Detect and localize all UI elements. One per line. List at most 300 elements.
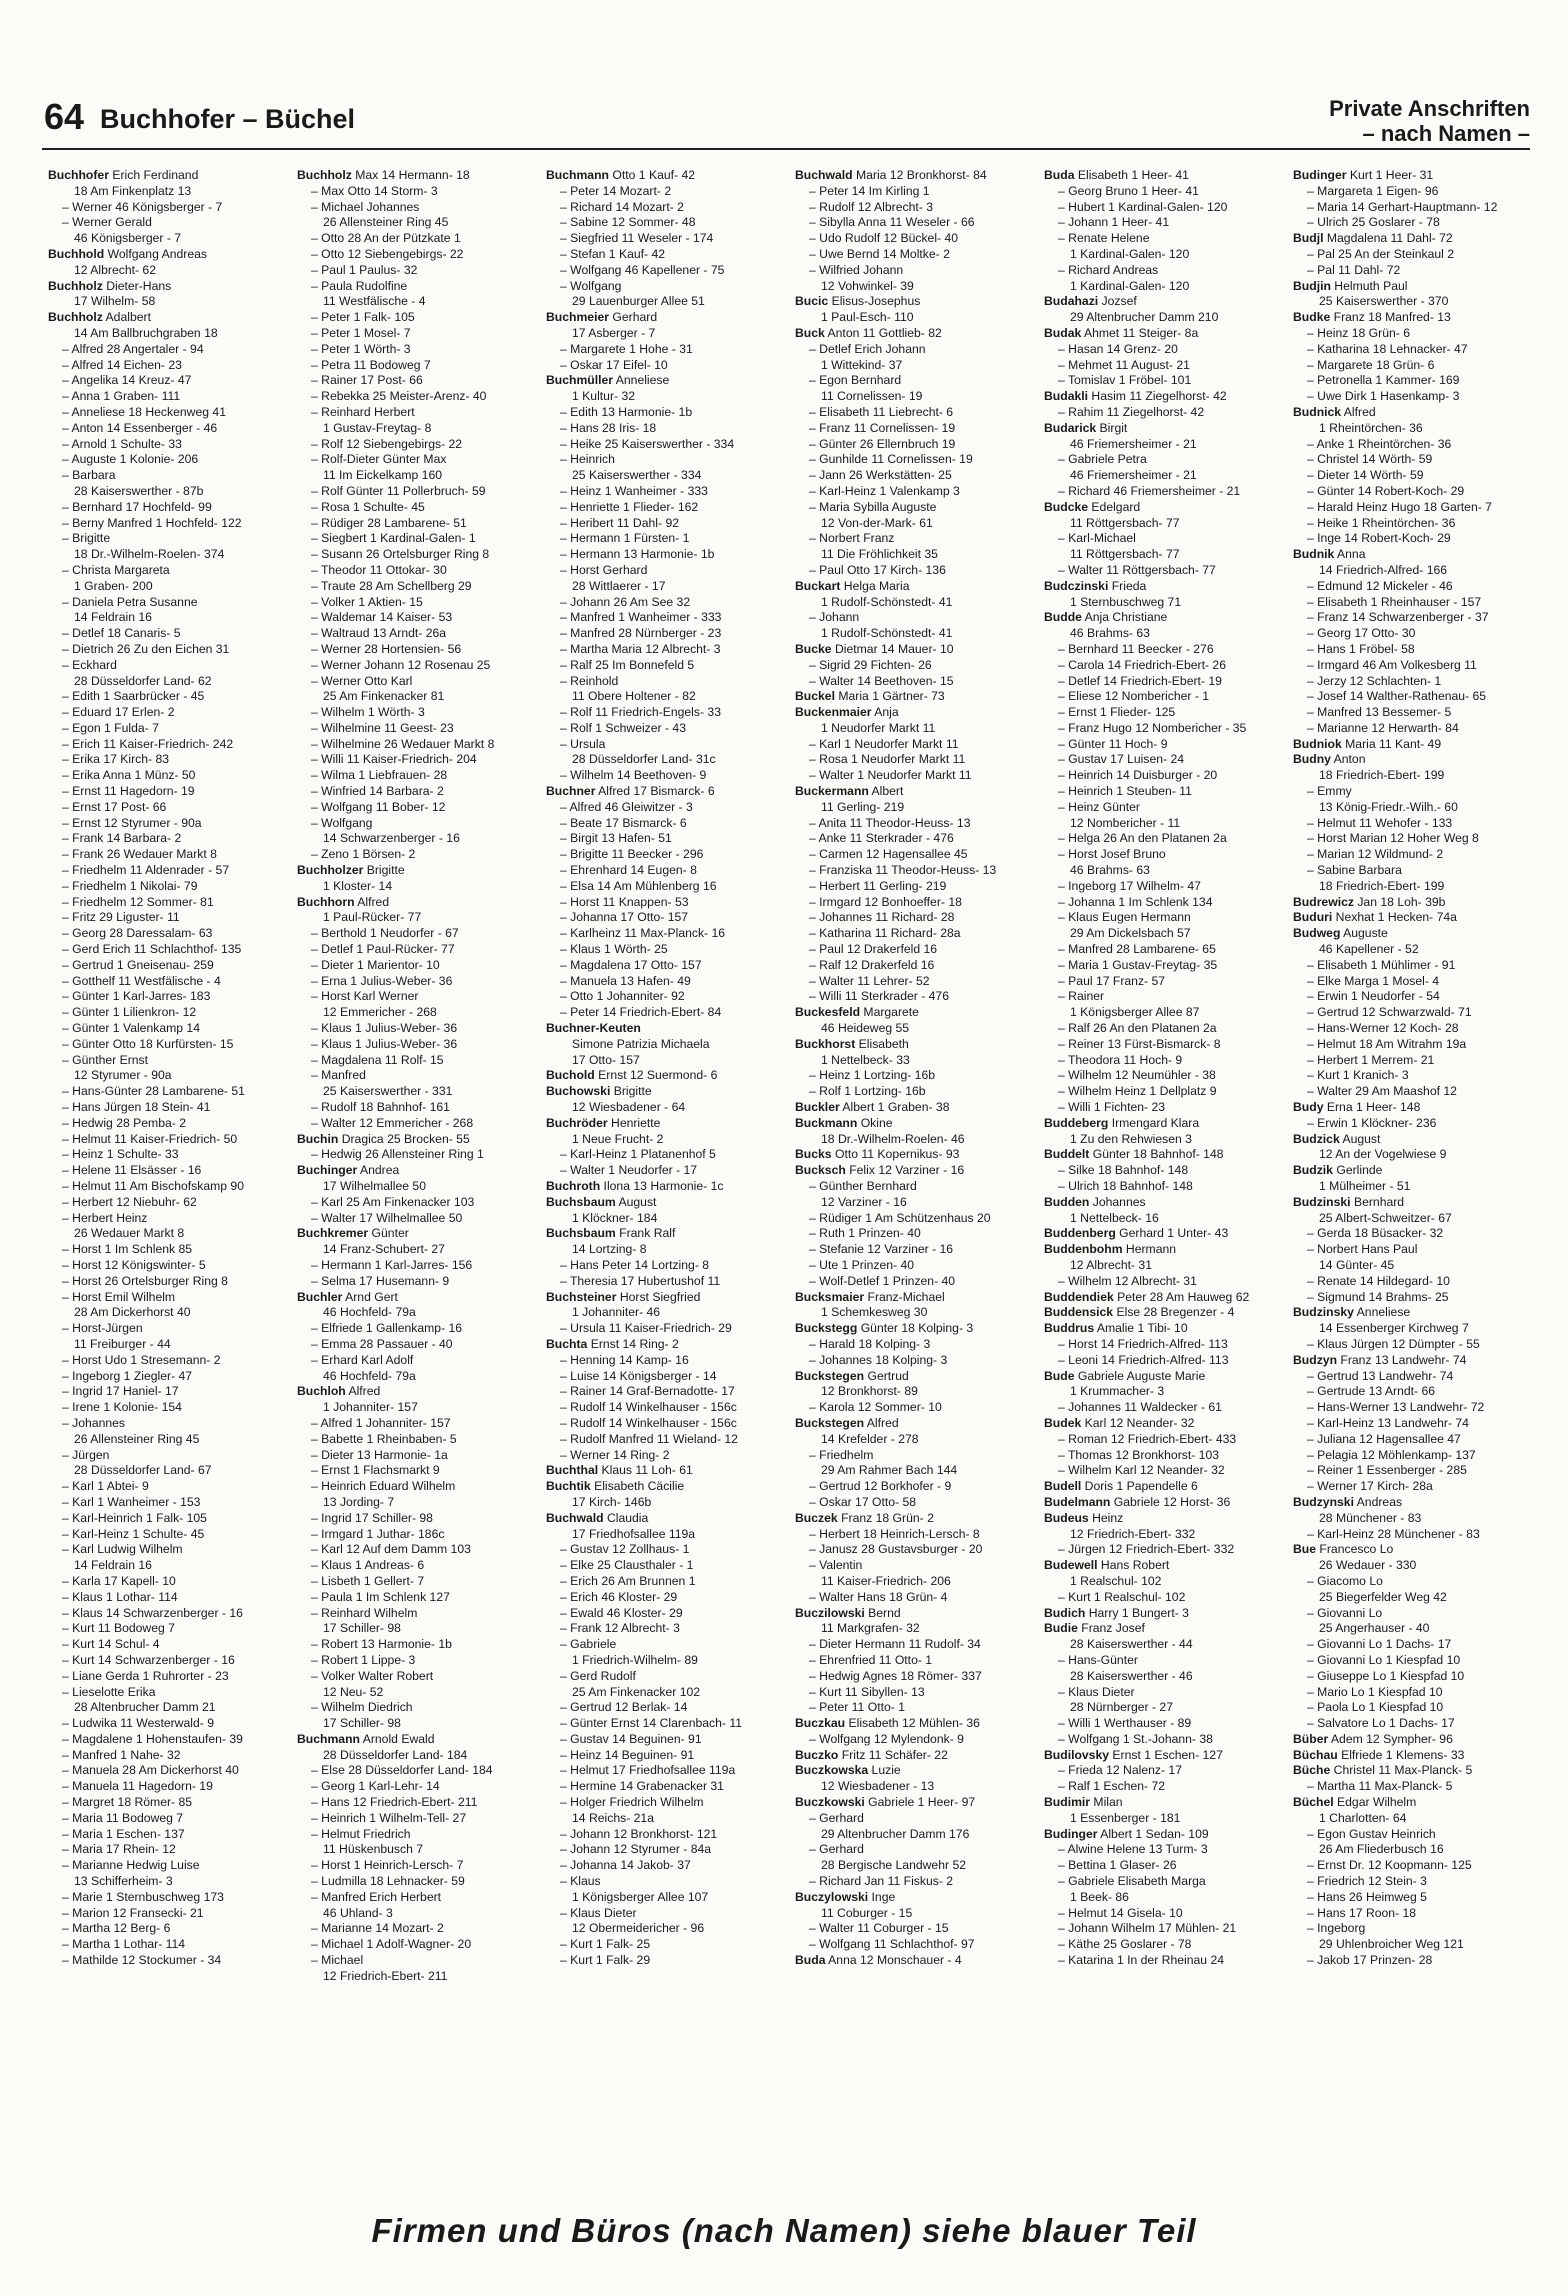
listing-address-line: 17 Friedhofsallee 119a xyxy=(572,1526,696,1541)
listing-entry: – Brigitte 11 Beecker - 296 xyxy=(560,847,704,862)
listing-entry: – Johann 12 Styrumer - 84a xyxy=(560,1842,712,1857)
listing-entry: – Eduard 17 Erlen- 2 xyxy=(62,705,175,720)
listing-entry: – Ernst 11 Hagedorn- 19 xyxy=(62,784,195,799)
listing-entry: – Petra 11 Bodoweg 7 xyxy=(311,357,431,372)
listing-entry: – Theodor 11 Ottokar- 30 xyxy=(311,562,447,577)
listing-entry: – Gabriele xyxy=(560,1637,617,1652)
listing-entry: – Klaus Dieter xyxy=(560,1905,637,1920)
listing-entry: – Dietrich 26 Zu den Eichen 31 xyxy=(62,641,230,656)
listing-entry: – Elisabeth 1 Rheinhauser - 157 xyxy=(1307,594,1482,609)
listing-entry: – Gustav 17 Luisen- 24 xyxy=(1058,752,1185,767)
listing-address-line: 1 Nettelbeck- 33 xyxy=(821,1052,910,1067)
listing-entry: – Erika 17 Kirch- 83 xyxy=(62,752,170,767)
listing-entry: – Inge 14 Robert-Koch- 29 xyxy=(1307,531,1451,546)
listing-entry: – Egon Gustav Heinrich xyxy=(1307,1826,1436,1841)
listing-surname-entry: Buchthal Klaus 11 Loh- 61 xyxy=(546,1463,693,1478)
listing-entry: – Gertrud 13 Landwehr- 74 xyxy=(1307,1368,1454,1383)
listing-entry: – Frank 14 Barbara- 2 xyxy=(62,831,182,846)
listing-entry: – Herbert 18 Heinrich-Lersch- 8 xyxy=(809,1526,980,1541)
listing-entry: – Maria 1 Eschen- 137 xyxy=(62,1826,185,1841)
listing-entry: – Holger Friedrich Wilhelm xyxy=(560,1795,704,1810)
listing-entry: – Rolf 11 Friedrich-Engels- 33 xyxy=(560,705,721,720)
listing-address-line: 28 Altenbrucher Damm 21 xyxy=(74,1700,216,1715)
listing-address-line: 17 Asberger - 7 xyxy=(572,325,656,340)
listing-surname-entry: Buda Elisabeth 1 Heer- 41 xyxy=(1044,168,1189,182)
listing-entry: – Eckhard xyxy=(62,657,117,672)
listing-surname-entry: Budeus Heinz xyxy=(1044,1510,1124,1525)
listing-entry: – Marianne 14 Mozart- 2 xyxy=(311,1921,444,1936)
listing-entry: – Salvatore Lo 1 Dachs- 17 xyxy=(1307,1716,1455,1731)
listing-entry: – Paul Otto 17 Kirch- 136 xyxy=(809,562,946,577)
listing-entry: – Kurt 11 Bodoweg 7 xyxy=(62,1621,175,1636)
listing-entry: – Hedwig 26 Allensteiner Ring 1 xyxy=(311,1147,484,1162)
listing-entry: – Reinhard Herbert xyxy=(311,404,415,419)
listing-address-line: 18 Am Finkenplatz 13 xyxy=(74,183,192,198)
listing-entry: – Hans Peter 14 Lortzing- 8 xyxy=(560,1257,710,1272)
listing-entry: – Renate 14 Hildegard- 10 xyxy=(1307,1273,1450,1288)
listing-entry: – Wilhelm 12 Neumühler - 38 xyxy=(1058,1068,1216,1083)
listing-entry: – Anneliese 18 Heckenweg 41 xyxy=(62,404,226,419)
listing-surname-entry: Buckart Helga Maria xyxy=(795,578,910,593)
listing-entry: – Erwin 1 Neudorfer - 54 xyxy=(1307,989,1440,1004)
listing-surname-entry: Buchold Ernst 12 Suermond- 6 xyxy=(546,1068,718,1083)
listing-entry: – Alfred 1 Johanniter- 157 xyxy=(311,1415,451,1430)
listing-entry: – Alfred 46 Gleiwitzer - 3 xyxy=(560,799,693,814)
listing-surname-entry: Budelmann Gabriele 12 Horst- 36 xyxy=(1044,1494,1231,1509)
listing-entry: – Rolf 12 Siebengebirgs- 22 xyxy=(311,436,463,451)
listing-surname-entry: Buchhorn Alfred xyxy=(297,894,390,909)
listing-address-line: 14 Lortzing- 8 xyxy=(572,1242,647,1257)
listing-surname-entry: Budimir Milan xyxy=(1044,1795,1123,1810)
listing-entry: – Erich 26 Am Brunnen 1 xyxy=(560,1573,696,1588)
listing-address-line: 1 Sternbuschweg 71 xyxy=(1070,594,1182,609)
listing-entry: – Margareta 1 Eigen- 96 xyxy=(1307,183,1439,198)
listing-entry: – Klaus 1 Lothar- 114 xyxy=(62,1589,178,1604)
listing-entry: – Edith 13 Harmonie- 1b xyxy=(560,404,693,419)
listing-surname-entry: Buchmann Arnold Ewald xyxy=(297,1731,435,1746)
listing-columns xyxy=(48,168,1538,2190)
listing-entry: – Wolfgang 11 Bober- 12 xyxy=(311,799,446,814)
listing-address-line: 25 Kaiserswerther - 331 xyxy=(323,1084,453,1099)
listing-entry: – Rüdiger 28 Lambarene- 51 xyxy=(311,515,467,530)
listing-surname-entry: Buchmann Otto 1 Kauf- 42 xyxy=(546,168,696,182)
listing-entry: – Christa Margareta xyxy=(62,562,170,577)
listing-entry: – Ingeborg 17 Wilhelm- 47 xyxy=(1058,878,1201,893)
listing-entry: – Rudolf Manfred 11 Wieland- 12 xyxy=(560,1431,738,1446)
listing-entry: – Wilhelm 12 Albrecht- 31 xyxy=(1058,1273,1197,1288)
listing-address-line: 1 Gustav-Freytag- 8 xyxy=(323,420,432,435)
listing-address-line: 1 Klöckner- 184 xyxy=(572,1210,658,1225)
listing-surname-entry: Büchau Elfriede 1 Klemens- 33 xyxy=(1293,1747,1465,1762)
listing-entry: – Gabriele Elisabeth Marga xyxy=(1058,1874,1206,1889)
listing-entry: – Kurt 1 Kranich- 3 xyxy=(1307,1068,1409,1083)
listing-entry: – Uwe Dirk 1 Hasenkamp- 3 xyxy=(1307,389,1460,404)
listing-surname-entry: Budy Erna 1 Heer- 148 xyxy=(1293,1100,1421,1115)
listing-address-line: 1 Mülheimer - 51 xyxy=(1319,1179,1411,1193)
listing-address-line: 1 Zu den Rehwiesen 3 xyxy=(1070,1131,1192,1146)
listing-surname-entry: Buda Anna 12 Monschauer - 4 xyxy=(795,1953,962,1968)
listing-entry: – Horst Marian 12 Hoher Weg 8 xyxy=(1307,831,1479,846)
listing-address-line: 1 Essenberger - 181 xyxy=(1070,1810,1181,1825)
listing-entry: – Elsa 14 Am Mühlenberg 16 xyxy=(560,878,717,893)
listing-entry: – Friedhelm xyxy=(809,1447,874,1462)
listing-entry: – Jürgen 12 Friedrich-Ebert- 332 xyxy=(1058,1542,1235,1557)
listing-entry: – Selma 17 Husemann- 9 xyxy=(311,1273,450,1288)
listing-address-line: 12 Nombericher - 11 xyxy=(1070,815,1181,830)
listing-entry: – Marie 1 Sternbuschweg 173 xyxy=(62,1889,224,1904)
listing-address-line: 46 Brahms- 63 xyxy=(1070,863,1150,878)
listing-address-line: 12 Friedrich-Ebert- 332 xyxy=(1070,1526,1196,1541)
listing-entry: – Gerd Rudolf xyxy=(560,1668,636,1683)
listing-entry: – Günter 26 Ellernbruch 19 xyxy=(809,436,956,451)
listing-entry: – Klaus 1 Andreas- 6 xyxy=(311,1558,425,1573)
listing-surname-entry: Budinger Kurt 1 Heer- 31 xyxy=(1293,168,1434,182)
listing-entry: – Heike 25 Kaiserswerther - 334 xyxy=(560,436,735,451)
listing-entry: – Hasan 14 Grenz- 20 xyxy=(1058,341,1178,356)
listing-address-line: 29 Am Rahmer Bach 144 xyxy=(821,1463,958,1478)
listing-surname-entry: Buddelt Günter 18 Bahnhof- 148 xyxy=(1044,1147,1224,1162)
listing-entry: – Christel 14 Wörth- 59 xyxy=(1307,452,1433,467)
listing-entry: – Margarete 18 Grün- 6 xyxy=(1307,357,1435,372)
listing-address-line: 14 Franz-Schubert- 27 xyxy=(323,1242,445,1257)
listing-entry: – Rudolf 18 Bahnhof- 161 xyxy=(311,1100,450,1115)
listing-entry: – Hans-Günter 28 Lambarene- 51 xyxy=(62,1084,245,1099)
listing-entry: – Heinz 1 Lortzing- 16b xyxy=(809,1068,936,1083)
listing-entry: – Gertrud 12 Schwarzwald- 71 xyxy=(1307,1005,1472,1020)
listing-entry: – Karl Ludwig Wilhelm xyxy=(62,1542,183,1557)
listing-entry: – Georg 17 Otto- 30 xyxy=(1307,626,1416,641)
listing-address-line: 18 Friedrich-Ebert- 199 xyxy=(1319,878,1445,893)
listing-entry: – Herbert 11 Gerling- 219 xyxy=(809,878,947,893)
section-heading xyxy=(1329,96,1530,146)
listing-surname-entry: Buckermann Albert xyxy=(795,784,904,799)
listing-entry: – Mehmet 11 August- 21 xyxy=(1058,357,1190,372)
listing-address-line: 1 Kloster- 14 xyxy=(323,878,393,893)
listing-entry: – Jakob 17 Prinzen- 28 xyxy=(1307,1953,1433,1968)
listing-address-line: 1 Krummacher- 3 xyxy=(1070,1384,1165,1399)
listing-surname-entry: Buckenmaier Anja xyxy=(795,705,899,720)
listing-surname-entry: Budjl Magdalena 11 Dahl- 72 xyxy=(1293,231,1453,246)
listing-entry: – Fritz 29 Liguster- 11 xyxy=(62,910,180,925)
listing-entry: – Walter 11 Röttgersbach- 77 xyxy=(1058,562,1216,577)
listing-surname-entry: Buchholzer Brigitte xyxy=(297,863,405,878)
listing-entry: – Horst-Jürgen xyxy=(62,1321,143,1336)
listing-entry: – Helmut 11 Kaiser-Friedrich- 50 xyxy=(62,1131,238,1146)
listing-surname-entry: Buchmeier Gerhard xyxy=(546,310,658,325)
listing-entry: – Hedwig 28 Pemba- 2 xyxy=(62,1115,186,1130)
listing-surname-entry: Buckler Albert 1 Graben- 38 xyxy=(795,1100,950,1115)
listing-entry: – Daniela Petra Susanne xyxy=(62,594,198,609)
listing-entry: – Reiner 13 Fürst-Bismarck- 8 xyxy=(1058,1036,1221,1051)
listing-surname-entry: Buchröder Henriette xyxy=(546,1115,661,1130)
listing-entry: – Werner 17 Kirch- 28a xyxy=(1307,1479,1433,1494)
listing-entry: – Carmen 12 Hagensallee 45 xyxy=(809,847,968,862)
listing-entry: – Walter 14 Beethoven- 15 xyxy=(809,673,954,688)
listing-address-line: 12 Vohwinkel- 39 xyxy=(821,278,914,293)
listing-address-line: 46 Hochfeld- 79a xyxy=(323,1368,416,1383)
listing-entry: – Detlef Erich Johann xyxy=(809,341,926,356)
listing-entry: – Norbert Franz xyxy=(809,531,895,546)
listing-entry: – Reinhold xyxy=(560,673,619,688)
listing-entry: – Karl-Heinz 1 Platanenhof 5 xyxy=(560,1147,716,1162)
listing-entry: – Willi 1 Fichten- 23 xyxy=(1058,1100,1166,1115)
listing-address-line: 1 Johanniter- 157 xyxy=(323,1400,418,1415)
listing-entry: – Peter 11 Otto- 1 xyxy=(809,1700,905,1715)
listing-entry: – Klaus Dieter xyxy=(1058,1684,1135,1699)
listing-surname-entry: Budke Franz 18 Manfred- 13 xyxy=(1293,310,1451,325)
listing-surname-entry: Budahazi Jozsef xyxy=(1044,294,1137,309)
listing-entry: – Egon 1 Fulda- 7 xyxy=(62,720,159,735)
listing-entry: – Manfred 13 Bessemer- 5 xyxy=(1307,705,1452,720)
listing-surname-entry: Bucke Dietmar 14 Mauer- 10 xyxy=(795,641,954,656)
listing-address-line: 11 Hüskenbusch 7 xyxy=(323,1842,424,1857)
listing-entry: – Helmut Friedrich xyxy=(311,1826,411,1841)
listing-entry: – Günter 11 Hoch- 9 xyxy=(1058,736,1168,751)
listing-entry: – Johannes 18 Kolping- 3 xyxy=(809,1352,948,1367)
listing-surname-entry: Buchhofer Erich Ferdinand xyxy=(48,168,199,182)
listing-surname-entry: Budzynski Andreas xyxy=(1293,1494,1403,1509)
listing-entry: – Wolfgang 12 Mylendonk- 9 xyxy=(809,1731,964,1746)
listing-entry: – Katharina 18 Lehnacker- 47 xyxy=(1307,341,1468,356)
listing-address-line: 14 Feldrain 16 xyxy=(74,1558,152,1573)
listing-address-line: 28 Wittlaerer - 17 xyxy=(572,578,666,593)
listing-surname-entry: Budilovsky Ernst 1 Eschen- 127 xyxy=(1044,1747,1223,1762)
listing-address-line: 18 Dr.-Wilhelm-Roelen- 46 xyxy=(821,1131,965,1146)
listing-entry: – Karl 12 Auf dem Damm 103 xyxy=(311,1542,471,1557)
listing-entry: – Pelagia 12 Möhlenkamp- 137 xyxy=(1307,1447,1476,1462)
listing-address-line: 46 Königsberger - 7 xyxy=(74,231,182,246)
page-header xyxy=(42,92,1530,148)
listing-address-line: 25 Am Finkenacker 102 xyxy=(572,1684,701,1699)
listing-entry: – Paola Lo 1 Kiespfad 10 xyxy=(1307,1700,1444,1715)
listing-address-line: 13 König-Friedr.-Wilh.- 60 xyxy=(1319,799,1458,814)
listing-surname-entry: Budrewicz Jan 18 Loh- 39b xyxy=(1293,894,1446,909)
listing-surname-entry: Buchner-Keuten xyxy=(546,1021,641,1036)
listing-entry: – Elfriede 1 Gallenkamp- 16 xyxy=(311,1321,463,1336)
listing-entry: – Karl 1 Neudorfer Markt 11 xyxy=(809,736,959,751)
listing-entry: – Rainer 14 Graf-Bernadotte- 17 xyxy=(560,1384,735,1399)
listing-entry: – Ludmilla 18 Lehnacker- 59 xyxy=(311,1874,465,1889)
listing-surname-entry: Buchroth Ilona 13 Harmonie- 1c xyxy=(546,1179,724,1193)
listing-address-line: 28 Düsseldorfer Land- 67 xyxy=(74,1463,212,1478)
listing-entry: – Winfried 14 Barbara- 2 xyxy=(311,784,444,799)
listing-entry: – Frank 12 Albrecht- 3 xyxy=(560,1621,680,1636)
listing-entry: – Pal 11 Dahl- 72 xyxy=(1307,262,1401,277)
listing-address-line: 1 Kultur- 32 xyxy=(572,389,636,404)
listing-entry: – Kurt 11 Sibyllen- 13 xyxy=(809,1684,925,1699)
listing-address-line: 11 Gerling- 219 xyxy=(821,799,905,814)
listing-surname-entry: Bue Francesco Lo xyxy=(1293,1542,1394,1557)
listing-entry: – Herbert 1 Merrem- 21 xyxy=(1307,1052,1435,1067)
listing-entry: – Magdalena 17 Otto- 157 xyxy=(560,957,702,972)
listing-surname-entry: Büche Christel 11 Max-Planck- 5 xyxy=(1293,1763,1473,1778)
listing-entry: – Thomas 12 Bronkhorst- 103 xyxy=(1058,1447,1220,1462)
listing-entry: – Klaus 1 Wörth- 25 xyxy=(560,942,668,957)
listing-entry: – Paul 12 Drakerfeld 16 xyxy=(809,942,938,957)
section-heading-line-1: Private Anschriften xyxy=(1329,96,1530,121)
listing-address-line: 14 Reichs- 21a xyxy=(572,1810,654,1825)
listing-surname-entry: Budczinski Frieda xyxy=(1044,578,1147,593)
listing-entry: – Georg 1 Karl-Lehr- 14 xyxy=(311,1779,440,1794)
listing-address-line: Simone Patrizia Michaela xyxy=(572,1036,710,1051)
listing-surname-entry: Buddrus Amalie 1 Tibi- 10 xyxy=(1044,1321,1188,1336)
listing-entry: – Maria 11 Bodoweg 7 xyxy=(62,1810,184,1825)
listing-entry: – Birgit 13 Hafen- 51 xyxy=(560,831,672,846)
listing-surname-entry: Buckstegg Günter 18 Kolping- 3 xyxy=(795,1321,974,1336)
listing-entry: – Jerzy 12 Schlachten- 1 xyxy=(1307,673,1442,688)
listing-entry: – Robert 13 Harmonie- 1b xyxy=(311,1637,452,1652)
listing-surname-entry: Bucksmaier Franz-Michael xyxy=(795,1289,945,1304)
listing-entry: – Frieda 12 Nalenz- 17 xyxy=(1058,1763,1182,1778)
listing-entry: – Sigmund 14 Brahms- 25 xyxy=(1307,1289,1449,1304)
listing-entry: – Theresia 17 Hubertushof 11 xyxy=(560,1273,721,1288)
listing-entry: – Ingrid 17 Schiller- 98 xyxy=(311,1510,433,1525)
listing-entry: – Silke 18 Bahnhof- 148 xyxy=(1058,1163,1189,1178)
footer-note: Firmen und Büros (nach Namen) siehe blauer Teil xyxy=(371,2212,1197,2249)
listing-entry: – Friedhelm 1 Nikolai- 79 xyxy=(62,878,198,893)
listing-entry: – Manfred xyxy=(311,1068,366,1083)
page-title: Buchhofer – Büchel xyxy=(100,104,356,134)
listing-address-line: 12 Friedrich-Ebert- 211 xyxy=(323,1968,448,1983)
listing-entry: – Egon Bernhard xyxy=(809,373,902,388)
listing-surname-entry: Budie Franz Josef xyxy=(1044,1621,1145,1636)
listing-surname-entry: Buchholz Adalbert xyxy=(48,310,151,325)
listing-entry: – Berny Manfred 1 Hochfeld- 122 xyxy=(62,515,242,530)
listing-entry: – Ewald 46 Kloster- 29 xyxy=(560,1605,683,1620)
listing-entry: – Johannes 11 Waldecker - 61 xyxy=(1058,1400,1222,1415)
listing-address-line: 28 Bergische Landwehr 52 xyxy=(821,1858,966,1873)
listing-entry: – Traute 28 Am Schellberg 29 xyxy=(311,578,472,593)
listing-address-line: 1 Paul-Esch- 110 xyxy=(821,310,914,325)
listing-address-line: 28 Düsseldorfer Land- 184 xyxy=(323,1747,468,1762)
listing-surname-entry: Buckstegen Gertrud xyxy=(795,1368,909,1383)
listing-surname-entry: Buckesfeld Margarete xyxy=(795,1005,919,1020)
listing-surname-entry: Buddenbohm Hermann xyxy=(1044,1242,1177,1257)
listing-entry: – Herbert Heinz xyxy=(62,1210,148,1225)
listing-entry: – Susann 26 Ortelsburger Ring 8 xyxy=(311,547,490,562)
listing-entry: – Paula 1 Im Schlenk 127 xyxy=(311,1589,450,1604)
listing-entry: – Wilhelm Heinz 1 Dellplatz 9 xyxy=(1058,1084,1217,1099)
listing-entry: – Hermann 1 Karl-Jarres- 156 xyxy=(311,1257,473,1272)
listing-address-line: 1 Nettelbeck- 16 xyxy=(1070,1210,1159,1225)
listing-entry: – Josef 14 Walther-Rathenau- 65 xyxy=(1307,689,1487,704)
listing-address-line: 28 Kaiserswerther - 46 xyxy=(1070,1668,1193,1683)
listing-address-line: 12 Wiesbadener - 13 xyxy=(821,1779,935,1794)
listing-surname-entry: Buchinger Andrea xyxy=(297,1163,400,1178)
listing-surname-entry: Buchtik Elisabeth Cäcilie xyxy=(546,1479,685,1494)
listing-entry: – Ernst 1 Flieder- 125 xyxy=(1058,705,1176,720)
listing-address-line: 17 Schiller- 98 xyxy=(323,1716,401,1731)
listing-entry: – Hedwig Agnes 18 Römer- 337 xyxy=(809,1668,982,1683)
listing-address-line: 12 Albrecht- 62 xyxy=(74,262,156,277)
listing-address-line: 1 Friedrich-Wilhelm- 89 xyxy=(572,1652,698,1667)
listing-address-line: 1 Kardinal-Galen- 120 xyxy=(1070,246,1190,261)
listing-entry: – Heinz Günter xyxy=(1058,799,1140,814)
listing-entry: – Werner 46 Königsberger - 7 xyxy=(62,199,223,214)
listing-entry: – Paul 1 Paulus- 32 xyxy=(311,262,418,277)
listing-entry: – Peter 14 Friedrich-Ebert- 84 xyxy=(560,1005,722,1020)
listing-address-line: 29 Am Dickelsbach 57 xyxy=(1070,926,1191,941)
listing-entry: – Herbert 12 Niebuhr- 62 xyxy=(62,1194,197,1209)
listing-entry: – Juliana 12 Hagensallee 47 xyxy=(1307,1431,1461,1446)
listing-entry: – Anke 11 Sterkrader - 476 xyxy=(809,831,954,846)
listing-entry: – Giuseppe Lo 1 Kiespfad 10 xyxy=(1307,1668,1465,1683)
listing-address-line: 25 Am Finkenacker 81 xyxy=(323,689,445,704)
listing-surname-entry: Budak Ahmet 11 Steiger- 8a xyxy=(1044,325,1199,340)
listing-entry: – Gertrud 1 Gneisenau- 259 xyxy=(62,957,214,972)
listing-entry: – Gotthelf 11 Westfälische - 4 xyxy=(62,973,221,988)
listing-surname-entry: Budzinsky Anneliese xyxy=(1293,1305,1411,1320)
listing-entry: – Johann 12 Bronkhorst- 121 xyxy=(560,1826,718,1841)
listing-address-line: 11 Die Fröhlichkeit 35 xyxy=(821,547,938,562)
listing-entry: – Bettina 1 Glaser- 26 xyxy=(1058,1858,1177,1873)
listing-surname-entry: Buck Anton 11 Gottlieb- 82 xyxy=(795,325,942,340)
listing-entry: – Hermann 13 Harmonie- 1b xyxy=(560,547,715,562)
listing-address-line: 28 Münchener - 83 xyxy=(1319,1510,1422,1525)
listing-address-line: 17 Kirch- 146b xyxy=(572,1494,652,1509)
listing-entry: – Johannes 11 Richard- 28 xyxy=(809,910,955,925)
listing-entry: – Giovanni Lo 1 Kiespfad 10 xyxy=(1307,1652,1461,1667)
listing-address-line: 12 Bronkhorst- 89 xyxy=(821,1384,918,1399)
listing-entry: – Jürgen xyxy=(62,1447,110,1462)
listing-entry: – Franz Hugo 12 Nombericher - 35 xyxy=(1058,720,1247,735)
listing-address-line: 11 Kaiser-Friedrich- 206 xyxy=(821,1573,951,1588)
listing-entry: – Franz 14 Schwarzenberger - 37 xyxy=(1307,610,1489,625)
listing-entry: – Kurt 1 Falk- 25 xyxy=(560,1937,651,1952)
listing-column xyxy=(795,168,1037,2190)
listing-entry: – Heinz 18 Grün- 6 xyxy=(1307,325,1410,340)
listing-entry: – Alfred 14 Eichen- 23 xyxy=(62,357,182,372)
listing-entry: – Katarina 1 In der Rheinau 24 xyxy=(1058,1953,1225,1968)
listing-column xyxy=(1044,168,1286,2190)
listing-surname-entry: Buczilowski Bernd xyxy=(795,1605,901,1620)
listing-entry: – Robert 1 Lippe- 3 xyxy=(311,1652,416,1667)
listing-address-line: 25 Albert-Schweitzer- 67 xyxy=(1319,1210,1452,1225)
listing-entry: – Sabine Barbara xyxy=(1307,863,1402,878)
listing-entry: – Johanna 14 Jakob- 37 xyxy=(560,1858,691,1873)
listing-entry: – Manfred 1 Nahe- 32 xyxy=(62,1747,181,1762)
listing-entry: – Gunhilde 11 Cornelissen- 19 xyxy=(809,452,973,467)
listing-entry: – Manfred 28 Nürnberger - 23 xyxy=(560,626,722,641)
listing-entry: – Hubert 1 Kardinal-Galen- 120 xyxy=(1058,199,1228,214)
listing-address-line: 46 Heideweg 55 xyxy=(821,1021,910,1036)
listing-entry: – Dieter 14 Wörth- 59 xyxy=(1307,468,1424,483)
listing-entry: – Irmgard 1 Juthar- 186c xyxy=(311,1526,445,1541)
listing-address-line: 11 Markgrafen- 32 xyxy=(821,1621,920,1636)
listing-entry: – Otto 12 Siebengebirgs- 22 xyxy=(311,246,464,261)
listing-entry: – Gustav 14 Beguinen- 91 xyxy=(560,1731,702,1746)
listing-entry: – Heinrich 1 Wilhelm-Tell- 27 xyxy=(311,1810,467,1825)
listing-surname-entry: Buckmann Okine xyxy=(795,1115,893,1130)
listing-entry: – Horst Josef Bruno xyxy=(1058,847,1166,862)
listing-surname-entry: Buchin Dragica 25 Brocken- 55 xyxy=(297,1131,470,1146)
listing-surname-entry: Budarick Birgit xyxy=(1044,420,1128,435)
listing-entry: – Rolf Günter 11 Pollerbruch- 59 xyxy=(311,483,486,498)
listing-entry: – Ernst 17 Post- 66 xyxy=(62,799,167,814)
listing-entry: – Siegbert 1 Kardinal-Galen- 1 xyxy=(311,531,476,546)
listing-surname-entry: Budnik Anna xyxy=(1293,547,1366,562)
listing-entry: – Ulrich 18 Bahnhof- 148 xyxy=(1058,1179,1193,1193)
listing-entry: – Horst Emil Wilhelm xyxy=(62,1289,176,1304)
listing-surname-entry: Buchsbaum Frank Ralf xyxy=(546,1226,676,1241)
listing-entry: – Gabriele Petra xyxy=(1058,452,1147,467)
listing-address-line: 12 Wiesbadener - 64 xyxy=(572,1100,686,1115)
listing-entry: – Rudolf 12 Albrecht- 3 xyxy=(809,199,933,214)
listing-entry: – Horst 12 Königswinter- 5 xyxy=(62,1257,206,1272)
listing-surname-entry: Buckel Maria 1 Gärtner- 73 xyxy=(795,689,945,704)
listing-surname-entry: Budzick August xyxy=(1293,1131,1381,1146)
listing-entry: – Werner Gerald xyxy=(62,215,152,230)
